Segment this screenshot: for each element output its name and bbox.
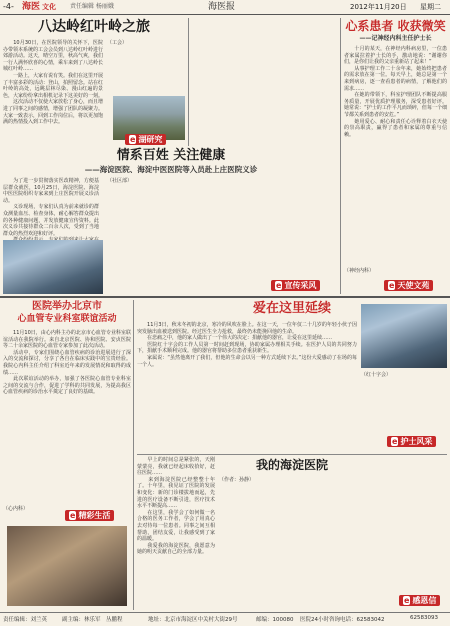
- paper-name: 海医: [22, 2, 41, 12]
- tag-label: 感恩信: [412, 596, 437, 605]
- tag-label: 精彩生活: [78, 511, 111, 520]
- issue-weekday: 星期二: [420, 3, 441, 11]
- article-body: 11月10日，由心内科主办的北京市心血管专业科室联谊活动在我院举行。来自北京医院、协和医院、安贞医院等二十余家医院的心血管专家参加了此次活动。 活动中，专家们围绕心血管疾病的诊治进展进行了深入的交流和探讨，分享了各自在临床实践中的宝贵经验。我院心内科主任介绍了科室近年来的发展情况和取得的成绩…… 此次联谊活动的举办，加强了各医院心血管专业科室之间的交流与合作，促进了学科的共同发展，为提高我区心血管疾病的诊治水平奠定了良好的基础。: [3, 330, 131, 396]
- article-title-line2: 心血管专业科室联谊活动: [17, 314, 117, 324]
- e-logo-icon: e: [404, 596, 410, 605]
- footer-editor: 责任编辑：刘兰英: [3, 617, 48, 623]
- article-author: （社区部）: [107, 178, 133, 184]
- article-title: 八达岭红叶岭之旅: [38, 19, 150, 35]
- article-body: 为了进一步贯彻落实医改精神，方便基层群众就医，10月25日，海淀医院、海淀中医医院组织专家来到上庄医院开展义诊活动。 义诊现场，专家们认真为前来就诊的群众测量血压、检查身体，耐心解答群众提出的各种健康问题，并发放健康宣传资料。此次义诊共接待群众二百余人次，受到了当地群众的热烈欢迎和好评。: [3, 178, 99, 237]
- article-title: 爱在这里延续: [252, 301, 331, 316]
- article-author: （红十字会）: [361, 372, 392, 378]
- article-cardio-event: [3, 300, 131, 610]
- article-subtitle: ——海淀医院、海淀中医医院等入员赴上庄医院义诊: [84, 165, 258, 174]
- article-organ-donation: [137, 300, 447, 452]
- page-footer: [0, 612, 450, 626]
- article-health-clinic: [3, 148, 339, 294]
- section-tag: [125, 134, 166, 145]
- e-logo-icon: e: [389, 281, 395, 290]
- article-autumn-trip: [3, 18, 185, 146]
- article-subtitle: ——记神经内科主任护士长: [359, 35, 432, 42]
- page-header: [0, 0, 450, 15]
- tag-label: 护士风采: [400, 437, 433, 446]
- column-rule: [188, 18, 189, 146]
- section-tag: [65, 510, 114, 521]
- footer-zip: 邮编：100080: [256, 617, 294, 623]
- tag-label: 宣传采风: [284, 281, 317, 290]
- column-rule: [340, 18, 341, 294]
- article-my-hospital: [137, 457, 447, 610]
- article-title: 医院举办北京市: [32, 301, 102, 312]
- section-tag: [271, 280, 320, 291]
- clinic-photo: [3, 240, 103, 294]
- tag-label: 湖研究: [138, 135, 163, 144]
- article-title: 我的海淀医院: [255, 458, 328, 472]
- tag-label: 天使文苑: [397, 281, 430, 290]
- e-logo-icon: e: [130, 135, 136, 144]
- column-rule: [133, 300, 134, 610]
- horizontal-rule: [137, 454, 447, 455]
- section-tag: [387, 436, 436, 447]
- article-author: （心内科）: [3, 506, 29, 512]
- editor-line: 责任编辑 杨丽娥: [70, 3, 114, 10]
- article-body: 10月30日，在医院领导的关怀下，医院办带领本系统的工会会员到八达岭红叶岭进行郊游活动。这天，晴空万里，秋高气爽，我们一行人满怀欣喜的心情，乘车来到了八达岭长城红叶岭…… 一路上，大家有说有笑。我们在这里开展了丰富多彩的活动：登山，拍照留念。站在红叶岭的高处，远眺层林尽染、漫山红遍的景色，大家纷纷拿出相机记录下这美好的一刻。 这次活动不仅使大家放松了身心，而且增进了同事之间的感情，增强了团队的凝聚力。大家一致表示，回到工作岗位后，将以更加饱满的热情投入到工作中去。: [3, 40, 104, 126]
- article-body: 早上的时间总是紧张的，天刚蒙蒙亮，我就已经起床收拾好，赶往医院…… 来到海淀医院已经整整十年了。十年里，我见证了医院的发展和变化：新的门诊楼拔地而起，先进的医疗设备不断引进，医疗技术水平不断提高…… 在这里，我学会了如何做一名合格的医务工作者，学会了用真心去对待每一位患者。同事之间互相帮助，团结友爱，让我感受到了家的温暖。 我爱我的海淀医院，我愿意为她的明天贡献自己的全部力量。: [137, 457, 215, 556]
- footer-address: 地址：北京市海淀区中关村大街29号: [148, 617, 238, 623]
- e-logo-icon: e: [70, 511, 76, 520]
- article-title: 情系百姓 关注健康: [116, 148, 226, 163]
- article-body: 十月的某天，在神经内科病房里，一位患者家属拉着护士长的手，激动地说：“谢谢你们，是你们让我的父亲重新站了起来！” 从事护理工作二十余年来，她始终把患者的需求放在第一位。每天早上，她总是第一个来到病房，逐一查看患者的病情，了解他们的需求…… 在她的带领下，科室护理团队不断提高服务质量，开展优质护理服务，深受患者好评。她常说：“护士的工作平凡而琐碎，但每一个细节都关系到患者的安危。” 她用爱心、耐心和责任心诠释着白衣天使的崇高职责，赢得了患者和家属的尊重与信赖。: [344, 46, 447, 138]
- footer-deputy: 副主编：林乐军 丛鹏程: [62, 617, 123, 623]
- article-body: 11月3日，秋末冬初的北京，寒冷的风吹在脸上。在这一天，一位年仅二十几岁的年轻小伙子因突发脑出血被送到医院。经过医生全力抢救，最终仍未能挽回他的生命。 在悲痛之中，他的家人做出了一个伟大的决定：捐献他的器官，让爱在这里延续…… 医院红十字会的工作人员第一时间赶到现场，协助家属办理相关手续。在医护人员的共同努力下，捐献手术顺利完成。他的器官将帮助多位患者重获新生。 家属说：“虽然他离开了我们，但他的生命会以另一种方式延续下去。”这份大爱感动了在场的每一个人。: [137, 322, 357, 368]
- e-logo-icon: e: [392, 437, 398, 446]
- article-nurse: [344, 18, 447, 294]
- masthead: 海医报: [208, 2, 236, 12]
- section-tag: [399, 595, 440, 606]
- footer-phone: 医院24小时咨询电话：62583042: [300, 617, 385, 623]
- footer-phone2: 62583093: [410, 615, 438, 621]
- article-author: （作者：孙静）: [219, 477, 255, 483]
- section-tag: [384, 280, 433, 291]
- horizontal-rule: [0, 296, 450, 298]
- issue-date: 2012年11月20日: [350, 3, 407, 11]
- article-title: 心系患者 收获微笑: [345, 19, 446, 33]
- paper-name-suffix: 文化: [42, 3, 56, 11]
- article-author: （工会）: [107, 40, 128, 46]
- article-author: （神经内科）: [344, 268, 375, 274]
- nurses-photo: [361, 304, 447, 368]
- e-logo-icon: e: [276, 281, 282, 290]
- page-number: -4-: [3, 2, 14, 11]
- meeting-photo: [7, 526, 127, 606]
